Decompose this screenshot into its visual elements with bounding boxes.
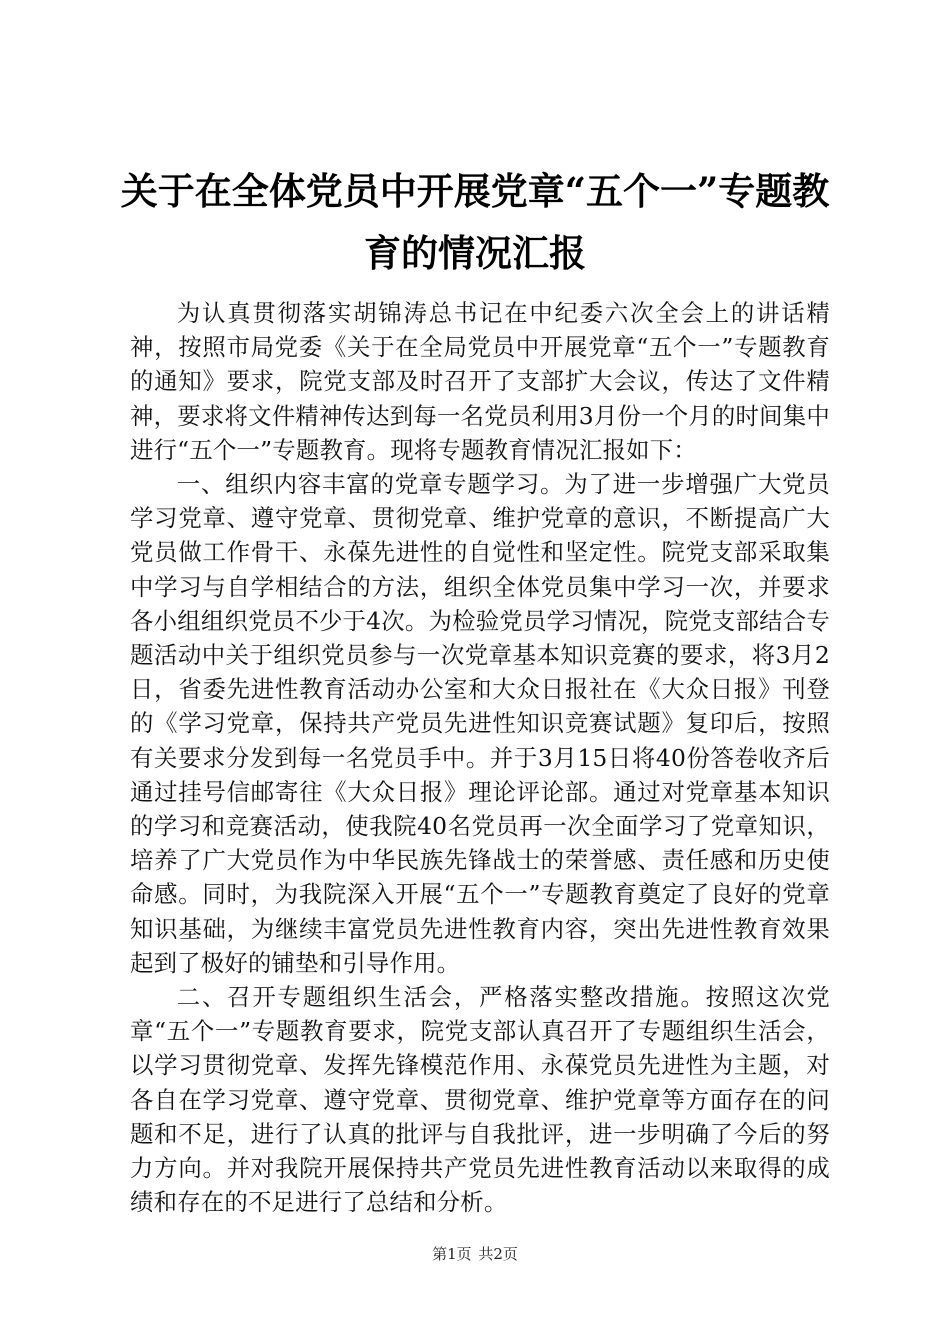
page-footer bbox=[0, 1243, 950, 1264]
intro-paragraph: 为认真贯彻落实胡锦涛总书记在中纪委六次全会上的讲话精神，按照市局党委《关于在全局党员中开展党章“五个一”专题教育的通知》要求，院党支部及时召开了支部扩大会议，传达了文件精神，要求将文件精神传达到每一名党员利用3月份一个月的时间集中进行“五个一”专题教育。现将专题教育情况汇报如下： bbox=[130, 299, 830, 464]
page-total: 共2页 bbox=[478, 1245, 518, 1263]
document-title: 关于在全体党员中开展党章“五个一”专题教育的情况汇报 bbox=[120, 169, 830, 275]
document-body bbox=[130, 296, 830, 1219]
page-number: 第1页 bbox=[432, 1245, 472, 1263]
section-two-paragraph: 二、召开专题组织生活会，严格落实整改措施。按照这次党章“五个一”专题教育要求，院党支部认真召开了专题组织生活会，以学习贯彻党章、发挥先锋模范作用、永葆党员先进性为主题，对各自在学习党章、遵守党章、贯彻党章、维护党章等方面存在的问题和不足，进行了认真的批评与自我批评，进一步明确了今后的努力方向。并对我院开展保持共产党员先进性教育活动以来取得的成绩和存在的不足进行了总结和分析。 bbox=[130, 983, 830, 1217]
section-one-paragraph: 一、组织内容丰富的党章专题学习。为了进一步增强广大党员学习党章、遵守党章、贯彻党章、维护党章的意识，不断提高广大党员做工作骨干、永葆先进性的自觉性和坚定性。院党支部采取集中学习与自学相结合的方法，组织全体党员集中学习一次，并要求各小组组织党员不少于4次。为检验党员学习情况，院党支部结合专题活动中关于组织党员参与一次党章基本知识竞赛的要求，将3月2日，省委先进性教育活动办公室和大众日报社在《大众日报》刊登的《学习党章，保持共产党员先进性知识竞赛试题》复印后，按照有关要求分发到每一名党员手中。并于3月15日将40份答卷收齐后通过挂号信邮寄往《大众日报》理论评论部。通过对党章基本知识的学习和竞赛活动，使我院40名党员再一次全面学习了党章知识，培养了广大党员作为中华民族先锋战士的荣誉感、责任感和历史使命感。同时，为我院深入开展“五个一”专题教育奠定了良好的党章知识基础，为继续丰富党员先进性教育内容，突出先进性教育效果起到了极好的铺垫和引导作用。 bbox=[130, 470, 830, 977]
